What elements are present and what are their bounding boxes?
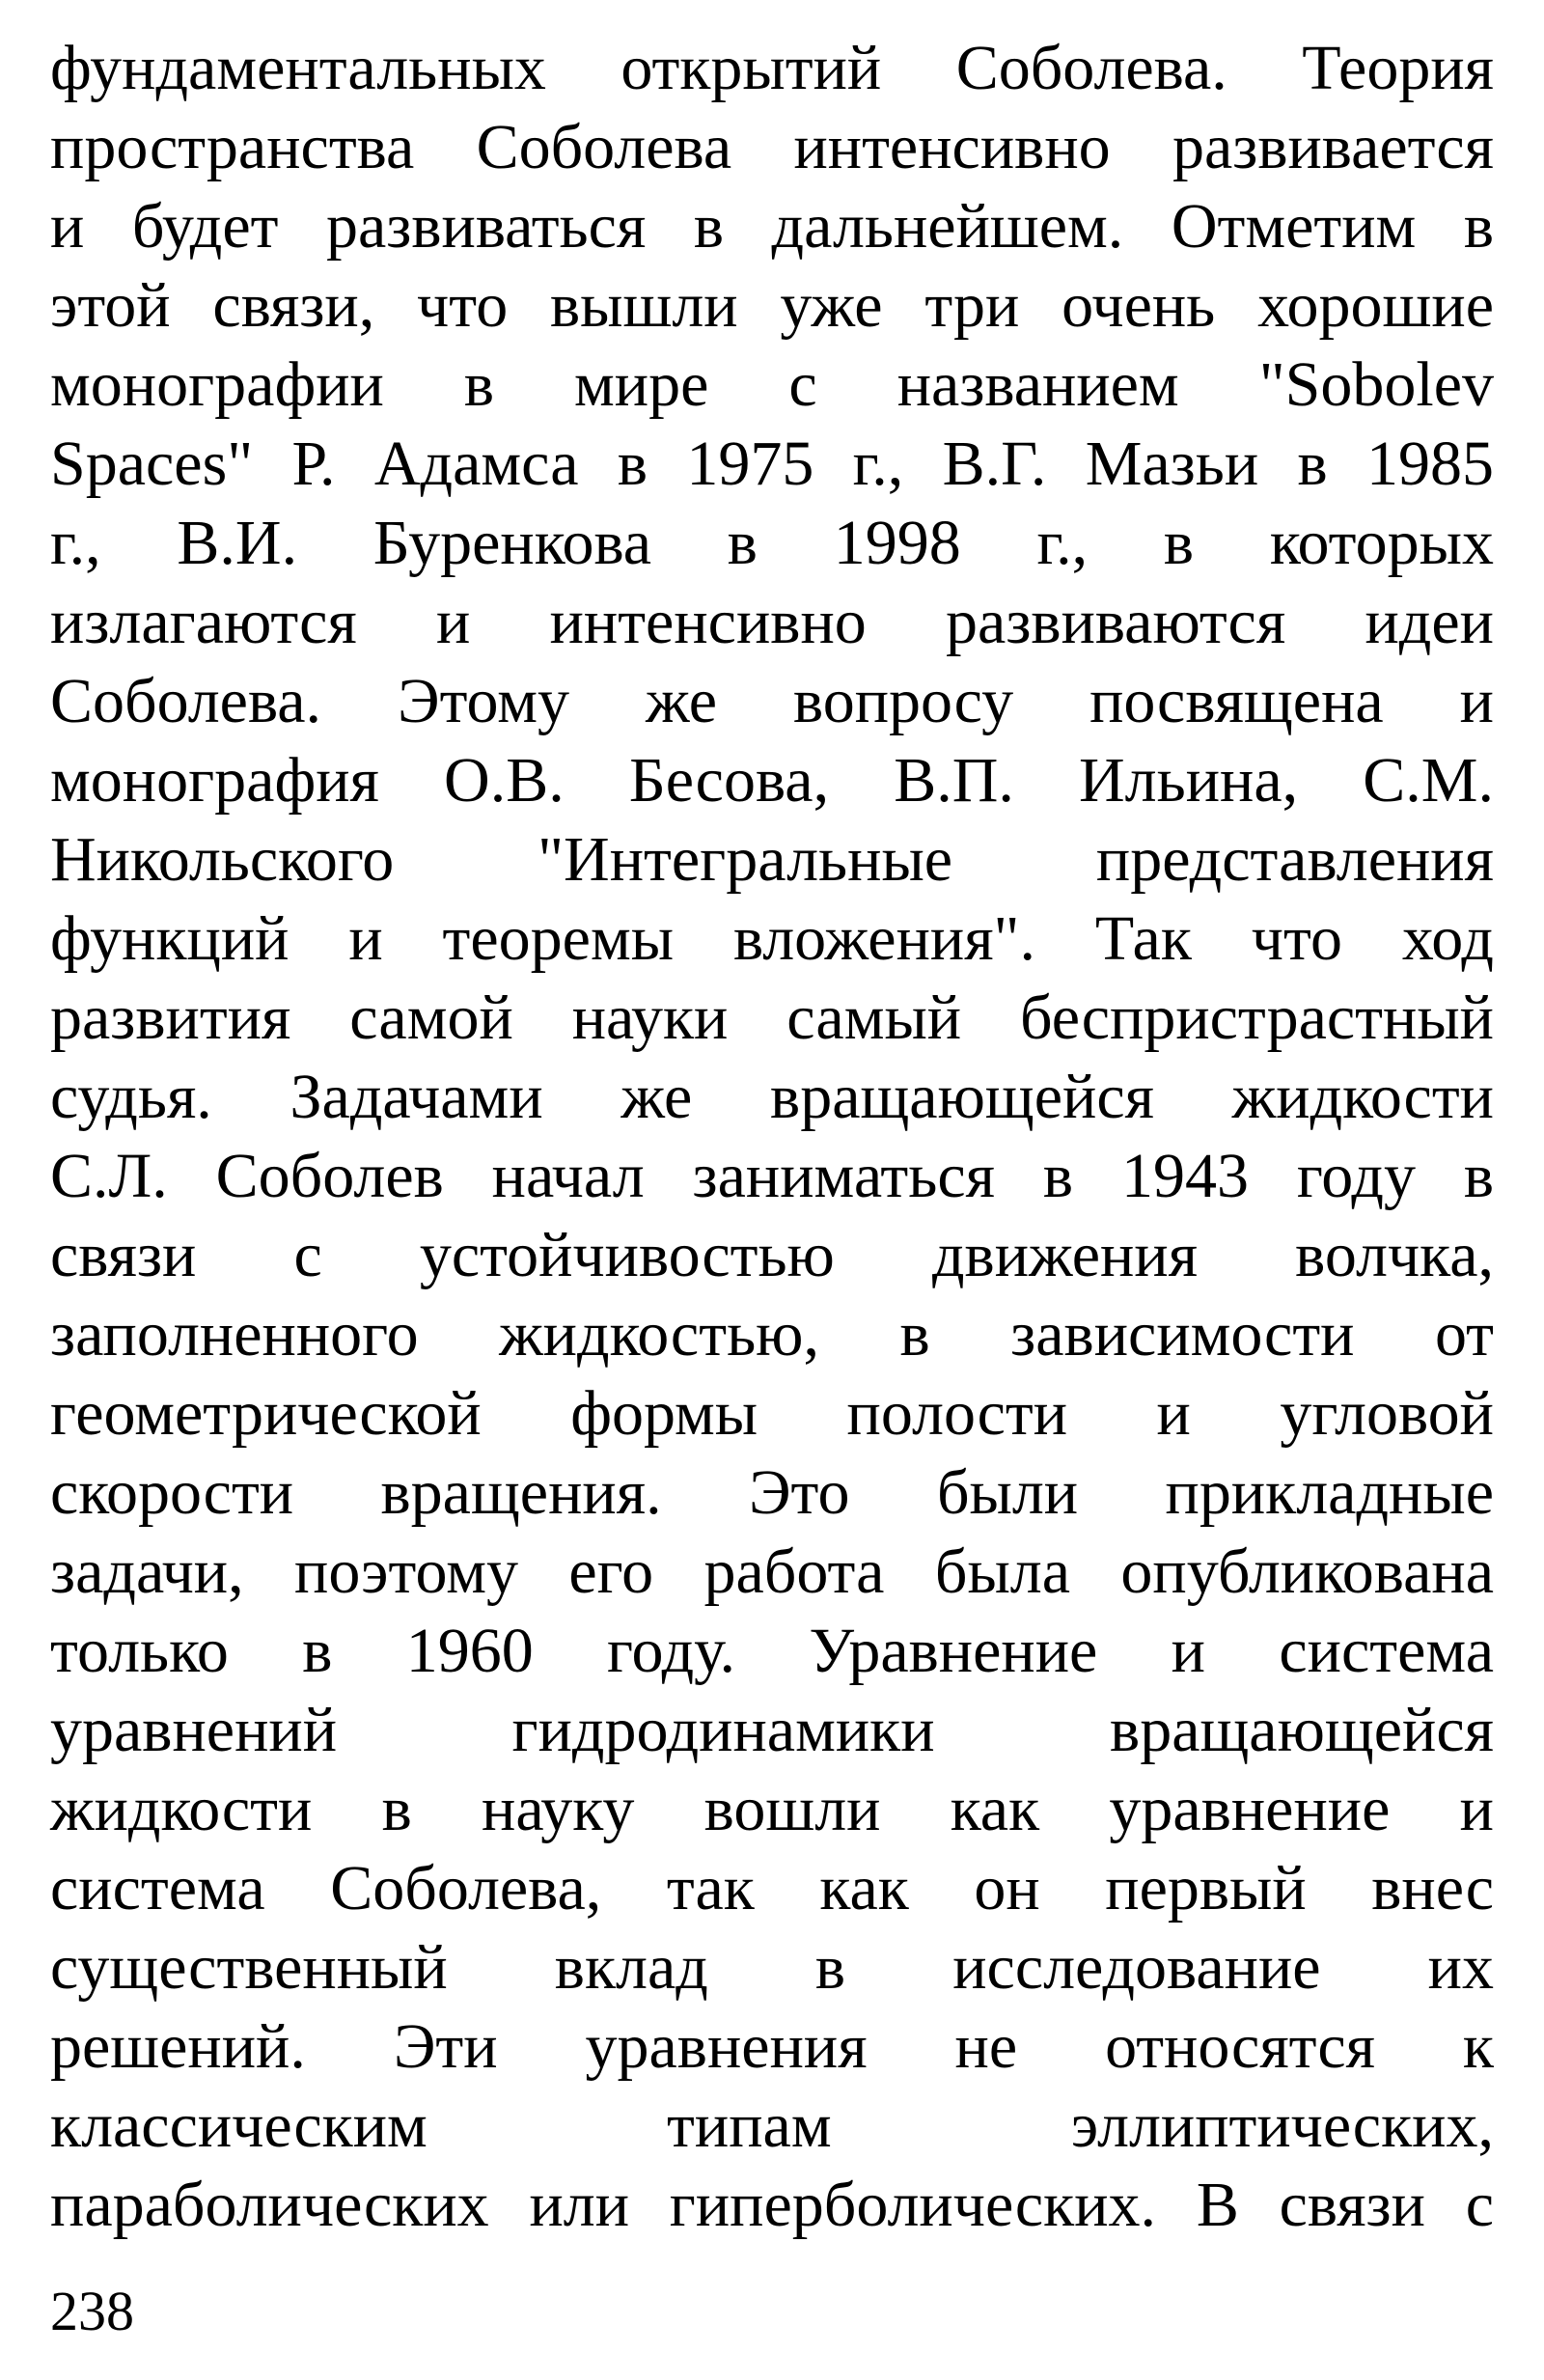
text-line: заполненного жидкостью, в зависимости от <box>50 1299 1494 1370</box>
text-line: Spaces" Р. Адамса в 1975 г., В.Г. Мазьи в 1985 <box>50 429 1494 499</box>
text-line: С.Л. Соболев начал заниматься в 1943 году в <box>50 1141 1494 1211</box>
text-line: связи с устойчивостью движения волчка, <box>50 1220 1494 1290</box>
text-line: система Соболева, так как он первый внес <box>50 1853 1494 1923</box>
text-line: монографии в мире с названием "Sobolev <box>50 349 1494 420</box>
text-line: параболических или гиперболических. В связи с <box>50 2170 1494 2240</box>
text-line: этой связи, что вышли уже три очень хорошие <box>50 270 1494 341</box>
text-line: и будет развиваться в дальнейшем. Отметим в <box>50 191 1494 262</box>
text-line: монография О.В. Бесова, В.П. Ильина, С.М. <box>50 745 1494 816</box>
text-line: геометрической формы полости и угловой <box>50 1378 1494 1449</box>
text-line: развития самой науки самый беспристрастный <box>50 982 1494 1053</box>
body-text <box>50 29 1494 2245</box>
text-line: только в 1960 году. Уравнение и система <box>50 1616 1494 1686</box>
text-line: уравнений гидродинамики вращающейся <box>50 1695 1494 1765</box>
text-line: излагаются и интенсивно развиваются идеи <box>50 587 1494 657</box>
text-line: жидкости в науку вошли как уравнение и <box>50 1774 1494 1844</box>
text-line: судья. Задачами же вращающейся жидкости <box>50 1062 1494 1132</box>
text-line: задачи, поэтому его работа была опубликована <box>50 1536 1494 1607</box>
text-line: Никольского "Интегральные представления <box>50 824 1494 895</box>
text-line: пространства Соболева интенсивно развивается <box>50 112 1494 182</box>
text-line: г., В.И. Буренкова в 1998 г., в которых <box>50 508 1494 578</box>
text-line: скорости вращения. Это были прикладные <box>50 1457 1494 1528</box>
text-line: классическим типам эллиптических, <box>50 2090 1494 2161</box>
text-line: функций и теоремы вложения". Так что ход <box>50 903 1494 974</box>
text-line: решений. Эти уравнения не относятся к <box>50 2011 1494 2082</box>
text-line: Соболева. Этому же вопросу посвящена и <box>50 666 1494 736</box>
text-line: фундаментальных открытий Соболева. Теория <box>50 33 1494 103</box>
text-line: существенный вклад в исследование их <box>50 1932 1494 2003</box>
page-number: 238 <box>50 2280 134 2342</box>
